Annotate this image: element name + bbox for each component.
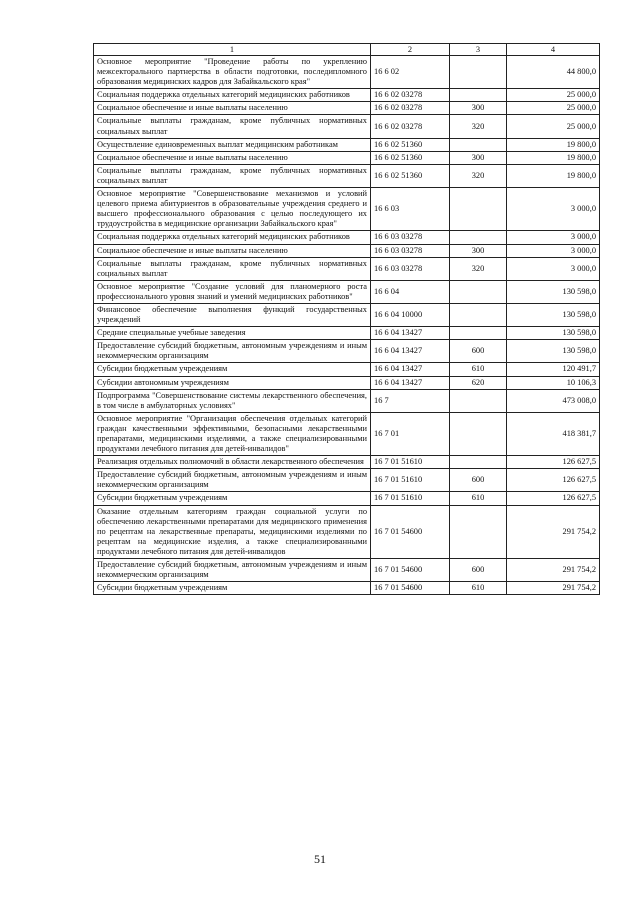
row-expense-type: [450, 389, 507, 412]
row-code: 16 6 02 03278: [371, 89, 450, 102]
row-code: 16 6 03 03278: [371, 231, 450, 244]
row-amount: 3 000,0: [507, 231, 600, 244]
row-name: Финансовое обеспечение выполнения функций государственных учреждений: [94, 303, 371, 326]
row-amount: 126 627,5: [507, 456, 600, 469]
row-name: Основное мероприятие "Совершенствование механизмов и условий целевого приема абитуриентов в образовательные учреждения среднего и высшего профессионального образования с целью последующего их трудоустройства в медицинские организации Забайкальского края": [94, 188, 371, 231]
row-code: 16 7 01: [371, 412, 450, 455]
row-code: 16 6 04: [371, 280, 450, 303]
row-expense-type: [450, 231, 507, 244]
row-amount: 3 000,0: [507, 257, 600, 280]
table-header-row: [94, 44, 600, 56]
row-amount: 19 800,0: [507, 164, 600, 187]
row-expense-type: 610: [450, 492, 507, 505]
row-name: Субсидии бюджетным учреждениям: [94, 582, 371, 595]
column-header-type: 3: [450, 44, 507, 56]
row-expense-type: [450, 303, 507, 326]
row-name: Субсидии автономным учреждениям: [94, 376, 371, 389]
row-expense-type: [450, 505, 507, 558]
row-name: Реализация отдельных полномочий в области лекарственного обеспечения: [94, 456, 371, 469]
row-name: Социальные выплаты гражданам, кроме публичных нормативных социальных выплат: [94, 257, 371, 280]
row-name: Социальные выплаты гражданам, кроме публичных нормативных социальных выплат: [94, 164, 371, 187]
table-row: [94, 138, 600, 151]
row-name: Социальные выплаты гражданам, кроме публичных нормативных социальных выплат: [94, 115, 371, 138]
row-amount: 130 598,0: [507, 327, 600, 340]
row-amount: 10 106,3: [507, 376, 600, 389]
row-expense-type: 320: [450, 115, 507, 138]
row-name: Социальная поддержка отдельных категорий медицинских работников: [94, 231, 371, 244]
row-name: Основное мероприятие "Создание условий для планомерного роста профессионального уровня знаний и умений медицинских работников": [94, 280, 371, 303]
row-amount: 130 598,0: [507, 280, 600, 303]
row-code: 16 6 02 51360: [371, 164, 450, 187]
table-row: [94, 582, 600, 595]
row-name: Основное мероприятие "Проведение работы по укреплению межсекторального партнерства в области подготовки, последипломного образования медицинских кадров для Забайкальского края": [94, 56, 371, 89]
table-row: [94, 231, 600, 244]
row-amount: 3 000,0: [507, 188, 600, 231]
row-name: Социальное обеспечение и иные выплаты населению: [94, 151, 371, 164]
row-code: 16 7 01 51610: [371, 492, 450, 505]
row-expense-type: 610: [450, 363, 507, 376]
row-expense-type: [450, 327, 507, 340]
table-row: [94, 376, 600, 389]
table-row: [94, 164, 600, 187]
row-amount: 120 491,7: [507, 363, 600, 376]
row-amount: 291 754,2: [507, 559, 600, 582]
row-amount: 25 000,0: [507, 89, 600, 102]
row-code: 16 6 02 03278: [371, 102, 450, 115]
column-header-name: 1: [94, 44, 371, 56]
column-header-code: 2: [371, 44, 450, 56]
row-expense-type: 320: [450, 257, 507, 280]
table-row: [94, 389, 600, 412]
row-expense-type: [450, 280, 507, 303]
row-code: 16 6 04 13427: [371, 363, 450, 376]
table-row: [94, 102, 600, 115]
row-code: 16 6 03: [371, 188, 450, 231]
row-code: 16 6 02 51360: [371, 151, 450, 164]
row-expense-type: 620: [450, 376, 507, 389]
row-expense-type: [450, 89, 507, 102]
table-row: [94, 340, 600, 363]
row-expense-type: 320: [450, 164, 507, 187]
row-code: 16 6 04 13427: [371, 340, 450, 363]
row-name: Субсидии бюджетным учреждениям: [94, 363, 371, 376]
row-amount: 126 627,5: [507, 492, 600, 505]
row-code: 16 6 02 03278: [371, 115, 450, 138]
row-code: 16 6 03 03278: [371, 244, 450, 257]
row-expense-type: 300: [450, 102, 507, 115]
table-row: [94, 363, 600, 376]
row-name: Осуществление единовременных выплат медицинским работникам: [94, 138, 371, 151]
row-name: Предоставление субсидий бюджетным, автономным учреждениям и иным некоммерческим организациям: [94, 469, 371, 492]
row-amount: 291 754,2: [507, 505, 600, 558]
row-expense-type: 600: [450, 559, 507, 582]
row-code: 16 7 01 54600: [371, 559, 450, 582]
table-row: [94, 244, 600, 257]
row-name: Социальное обеспечение и иные выплаты населению: [94, 102, 371, 115]
row-amount: 126 627,5: [507, 469, 600, 492]
table-row: [94, 56, 600, 89]
table-row: [94, 280, 600, 303]
row-expense-type: [450, 138, 507, 151]
row-code: 16 7 01 54600: [371, 582, 450, 595]
row-name: Подпрограмма "Совершенствование системы лекарственного обеспечения, в том числе в амбулаторных условиях": [94, 389, 371, 412]
row-expense-type: [450, 188, 507, 231]
row-name: Предоставление субсидий бюджетным, автономным учреждениям и иным некоммерческим организациям: [94, 559, 371, 582]
table-row: [94, 492, 600, 505]
row-amount: 291 754,2: [507, 582, 600, 595]
row-code: 16 6 02 51360: [371, 138, 450, 151]
table-row: [94, 469, 600, 492]
table-row: [94, 257, 600, 280]
row-amount: 44 800,0: [507, 56, 600, 89]
row-expense-type: 600: [450, 340, 507, 363]
budget-table: [93, 43, 600, 595]
row-code: 16 6 04 13427: [371, 327, 450, 340]
row-code: 16 7 01 54600: [371, 505, 450, 558]
row-code: 16 7: [371, 389, 450, 412]
row-expense-type: 610: [450, 582, 507, 595]
row-expense-type: 600: [450, 469, 507, 492]
row-amount: 3 000,0: [507, 244, 600, 257]
table-row: [94, 456, 600, 469]
row-amount: 19 800,0: [507, 138, 600, 151]
row-code: 16 7 01 51610: [371, 456, 450, 469]
row-name: Основное мероприятие "Организация обеспечения отдельных категорий граждан качественными эффективными, безопасными лекарственными препаратами, медицинскими изделиями, а также специализированными продуктами лечебного питания для детей-инвалидов": [94, 412, 371, 455]
table-row: [94, 412, 600, 455]
table-row: [94, 151, 600, 164]
row-code: 16 6 03 03278: [371, 257, 450, 280]
row-name: Предоставление субсидий бюджетным, автономным учреждениям и иным некоммерческим организациям: [94, 340, 371, 363]
row-expense-type: 300: [450, 151, 507, 164]
row-expense-type: [450, 412, 507, 455]
row-code: 16 6 02: [371, 56, 450, 89]
row-amount: 418 381,7: [507, 412, 600, 455]
row-expense-type: [450, 56, 507, 89]
row-expense-type: [450, 456, 507, 469]
row-name: Оказание отдельным категориям граждан социальной услуги по обеспечению лекарственными препаратами для медицинского применения по рецептам на лекарственные препараты, медицинскими изделиями по рецептам на медицинские изделия, а также специализированными продуктами лечебного питания для детей-инвалидов: [94, 505, 371, 558]
row-name: Средние специальные учебные заведения: [94, 327, 371, 340]
table-row: [94, 188, 600, 231]
row-expense-type: 300: [450, 244, 507, 257]
table-row: [94, 327, 600, 340]
table-row: [94, 559, 600, 582]
page-number: 51: [314, 852, 326, 866]
row-name: Социальное обеспечение и иные выплаты населению: [94, 244, 371, 257]
row-name: Субсидии бюджетным учреждениям: [94, 492, 371, 505]
row-name: Социальная поддержка отдельных категорий медицинских работников: [94, 89, 371, 102]
row-amount: 19 800,0: [507, 151, 600, 164]
table-row: [94, 505, 600, 558]
row-code: 16 6 04 13427: [371, 376, 450, 389]
row-amount: 25 000,0: [507, 115, 600, 138]
row-amount: 25 000,0: [507, 102, 600, 115]
table-row: [94, 89, 600, 102]
row-amount: 473 008,0: [507, 389, 600, 412]
column-header-amount: 4: [507, 44, 600, 56]
row-code: 16 7 01 51610: [371, 469, 450, 492]
row-amount: 130 598,0: [507, 340, 600, 363]
table-row: [94, 115, 600, 138]
table-row: [94, 303, 600, 326]
document-page: [93, 43, 599, 595]
row-amount: 130 598,0: [507, 303, 600, 326]
row-code: 16 6 04 10000: [371, 303, 450, 326]
